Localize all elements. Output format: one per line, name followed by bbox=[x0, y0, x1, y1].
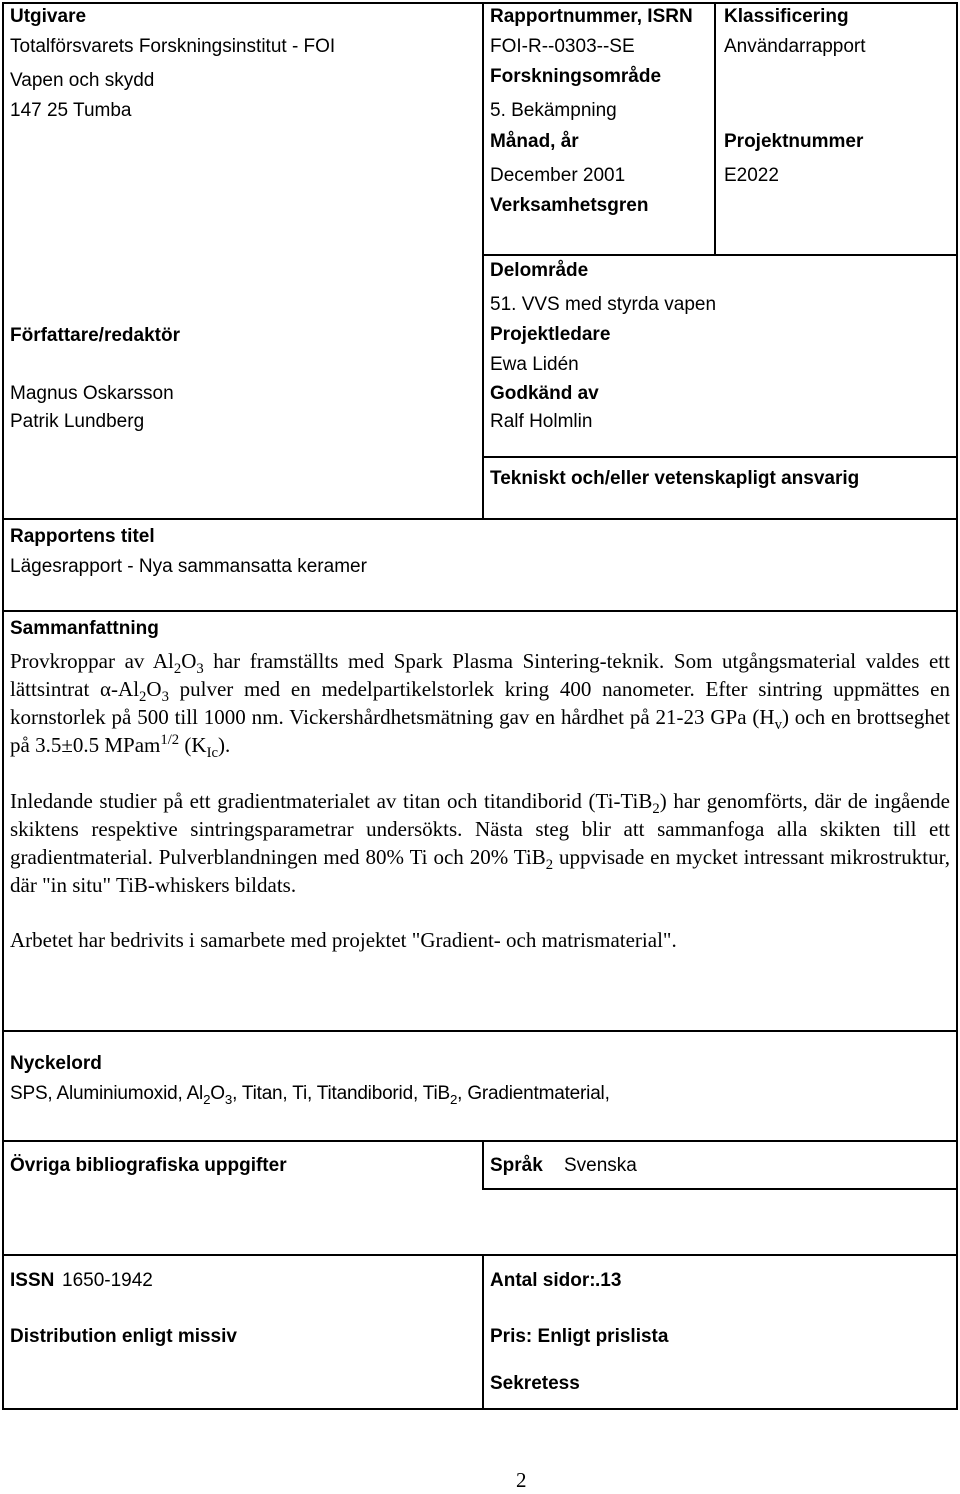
divider-v-right bbox=[714, 2, 716, 256]
sprak-value: Svenska bbox=[564, 1155, 637, 1176]
projektnummer-value: E2022 bbox=[724, 165, 779, 186]
divider-h-6 bbox=[2, 1140, 958, 1142]
forskningsomrade-value: 5. Bekämpning bbox=[490, 100, 617, 121]
issn-value: 1650-1942 bbox=[62, 1270, 153, 1291]
rapportnummer-label: Rapportnummer, ISRN bbox=[490, 6, 693, 27]
abstract-paragraph-1: Provkroppar av $Al_2O_3$ har framställts med Spark Plasma Sintering-teknik. Som utgångsmaterial valdes ett lättsintrat $\alpha-Al_2O_3$ pulver med en medelpartikelstorlek kring 400 nanometer. Efter sintring uppmättes en kornstorlek på 500 till 1000 nm. Vickershårdhetsmätning gav en hårdhet på 21-23 GPa $(H_v)$ och en brottseghet på 3.5±0.5 MPam$^{1/2}$ $(K_{Ic})$. bbox=[10, 649, 950, 762]
utgivare-line-3: 147 25 Tumba bbox=[10, 100, 132, 121]
abstract-paragraph-2: Inledande studier på ett gradientmaterialet av titan och titandiborid (Ti-TiB$_2$) har genomförts, där de ingående skiktens respektive sintringsparametrar undersökts. Nästa steg blir att sammanfoga alla skikten till ett gradientmaterial. Pulverblandningen med 80% Ti och 20% TiB$_2$ uppvisade en mycket intressant mikrostruktur, där "in situ" TiB-whiskers bildats. bbox=[10, 789, 950, 897]
tekniskt-label: Tekniskt och/eller vetenskapligt ansvarig bbox=[490, 468, 860, 489]
klassificering-label: Klassificering bbox=[724, 6, 849, 27]
divider-h-7 bbox=[2, 1254, 958, 1256]
divider-v-sprak bbox=[482, 1140, 484, 1190]
divider-h-3 bbox=[2, 518, 958, 520]
divider-v-top bbox=[482, 2, 484, 520]
nyckelord-value: SPS, Aluminiumoxid, $Al_2O_3$, Titan, Ti, Titandiborid, TiB$_2$, Gradientmaterial, bbox=[10, 1083, 610, 1107]
titel-value: Lägesrapport - Nya sammansatta keramer bbox=[10, 556, 367, 577]
sprak-label: Språk bbox=[490, 1155, 543, 1176]
godkand-value: Ralf Holmlin bbox=[490, 411, 593, 432]
frame-top bbox=[2, 2, 958, 4]
forfattare-name-1: Magnus Oskarsson bbox=[10, 383, 174, 404]
klassificering-value: Användarrapport bbox=[724, 36, 866, 57]
antal-sidor-value: .13 bbox=[595, 1270, 622, 1291]
abstract-paragraph-3: Arbetet har bedrivits i samarbete med projektet "Gradient- och matrismaterial". bbox=[10, 928, 677, 952]
sammanfattning-label: Sammanfattning bbox=[10, 618, 159, 639]
frame-left bbox=[2, 2, 4, 1410]
divider-h-1 bbox=[484, 254, 958, 256]
divider-h-5 bbox=[2, 1030, 958, 1032]
utgivare-line-2: Vapen och skydd bbox=[10, 70, 155, 91]
manad-ar-label: Månad, år bbox=[490, 131, 579, 152]
rapportnummer-value: FOI-R--0303--SE bbox=[490, 36, 635, 57]
divider-v-bottom bbox=[482, 1254, 484, 1410]
pris-label: Pris: Enligt prislista bbox=[490, 1326, 669, 1347]
divider-h-2 bbox=[484, 456, 958, 458]
delomrade-label: Delområde bbox=[490, 260, 589, 281]
forfattare-label: Författare/redaktör bbox=[10, 325, 180, 346]
titel-label: Rapportens titel bbox=[10, 526, 155, 547]
manad-ar-value: December 2001 bbox=[490, 165, 626, 186]
nyckelord-label: Nyckelord bbox=[10, 1053, 102, 1074]
forfattare-name-2: Patrik Lundberg bbox=[10, 411, 145, 432]
projektledare-label: Projektledare bbox=[490, 324, 611, 345]
divider-h-4 bbox=[2, 610, 958, 612]
distribution-label: Distribution enligt missiv bbox=[10, 1326, 237, 1347]
ovriga-label: Övriga bibliografiska uppgifter bbox=[10, 1155, 287, 1176]
frame-right bbox=[956, 2, 958, 1410]
antal-sidor-label: Antal sidor: bbox=[490, 1270, 596, 1291]
delomrade-value: 51. VVS med styrda vapen bbox=[490, 294, 717, 315]
forskningsomrade-label: Forskningsområde bbox=[490, 66, 662, 87]
utgivare-line-1: Totalförsvarets Forskningsinstitut - FOI bbox=[10, 36, 336, 57]
issn-label: ISSN bbox=[10, 1270, 55, 1291]
projektnummer-label: Projektnummer bbox=[724, 131, 864, 152]
divider-h-sprak bbox=[484, 1188, 958, 1190]
projektledare-value: Ewa Lidén bbox=[490, 354, 579, 375]
page-number: 2 bbox=[516, 1468, 527, 1492]
utgivare-label: Utgivare bbox=[10, 6, 87, 27]
verksamhetsgren-label: Verksamhetsgren bbox=[490, 195, 649, 216]
sekretess-label: Sekretess bbox=[490, 1373, 580, 1394]
godkand-label: Godkänd av bbox=[490, 383, 599, 404]
frame-bottom bbox=[2, 1408, 958, 1410]
